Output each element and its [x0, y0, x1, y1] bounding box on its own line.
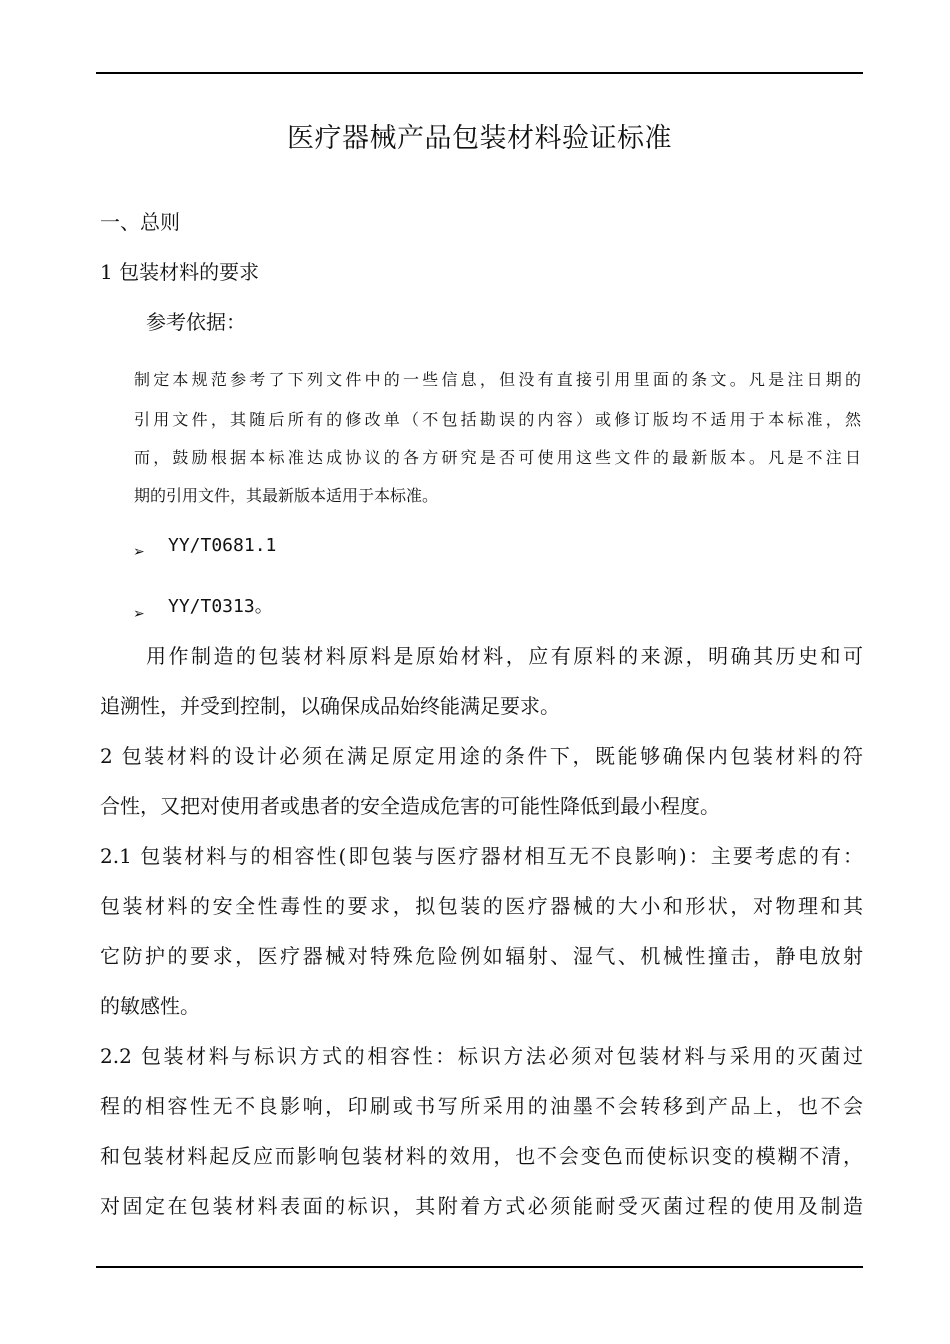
reference-label: 参考依据： — [146, 310, 246, 334]
reference-text-line: 期的引用文件，其最新版本适用于本标准。 — [134, 486, 439, 505]
paragraph-line: 合性，又把对使用者或患者的安全造成危害的可能性降低到最小程度。 — [100, 794, 720, 818]
reference-text-line: 而，鼓励根据本标准达成协议的各方研究是否可使用这些文件的最新版本。凡是不注日 — [134, 448, 861, 467]
paragraph-line: 用作制造的包装材料原料是原始材料，应有原料的来源，明确其历史和可 — [146, 644, 863, 668]
document-title: 医疗器械产品包装材料验证标准 — [287, 123, 672, 154]
bullet-arrow-icon: ➢ — [133, 606, 145, 622]
bullet-arrow-icon: ➢ — [133, 544, 145, 560]
paragraph-line: 2.2 包装材料与标识方式的相容性：标识方法必须对包装材料与采用的灭菌过 — [100, 1044, 863, 1068]
paragraph-line: 的敏感性。 — [100, 994, 200, 1018]
header-rule — [96, 72, 863, 74]
paragraph-line: 包装材料的安全性毒性的要求，拟包装的医疗器械的大小和形状，对物理和其 — [100, 894, 863, 918]
reference-text-line: 引用文件，其随后所有的修改单（不包括勘误的内容）或修订版均不适用于本标准，然 — [134, 410, 861, 429]
paragraph-line: 程的相容性无不良影响，印刷或书写所采用的油墨不会转移到产品上，也不会 — [100, 1094, 863, 1118]
reference-text-line: 制定本规范参考了下列文件中的一些信息，但没有直接引用里面的条文。凡是注日期的 — [134, 370, 861, 389]
paragraph-line: 对固定在包装材料表面的标识，其附着方式必须能耐受灭菌过程的使用及制造 — [100, 1194, 863, 1218]
reference-standard-item: YY/T0313。 — [168, 596, 273, 617]
paragraph-line: 2 包装材料的设计必须在满足原定用途的条件下，既能够确保内包装材料的符 — [100, 744, 863, 768]
footer-rule — [96, 1266, 863, 1268]
paragraph-line: 和包装材料起反应而影响包装材料的效用，也不会变色而使标识变的模糊不清， — [100, 1144, 863, 1168]
reference-standard-item: YY/T0681.1 — [168, 535, 277, 556]
paragraph-line: 追溯性，并受到控制，以确保成品始终能满足要求。 — [100, 694, 560, 718]
subsection-heading-requirements: 1 包装材料的要求 — [100, 260, 260, 284]
paragraph-line: 它防护的要求，医疗器械对特殊危险例如辐射、湿气、机械性撞击，静电放射 — [100, 944, 863, 968]
paragraph-line: 2.1 包装材料与的相容性(即包装与医疗器材相互无不良影响)：主要考虑的有： — [100, 844, 863, 868]
section-heading-general: 一、总则 — [100, 210, 180, 234]
